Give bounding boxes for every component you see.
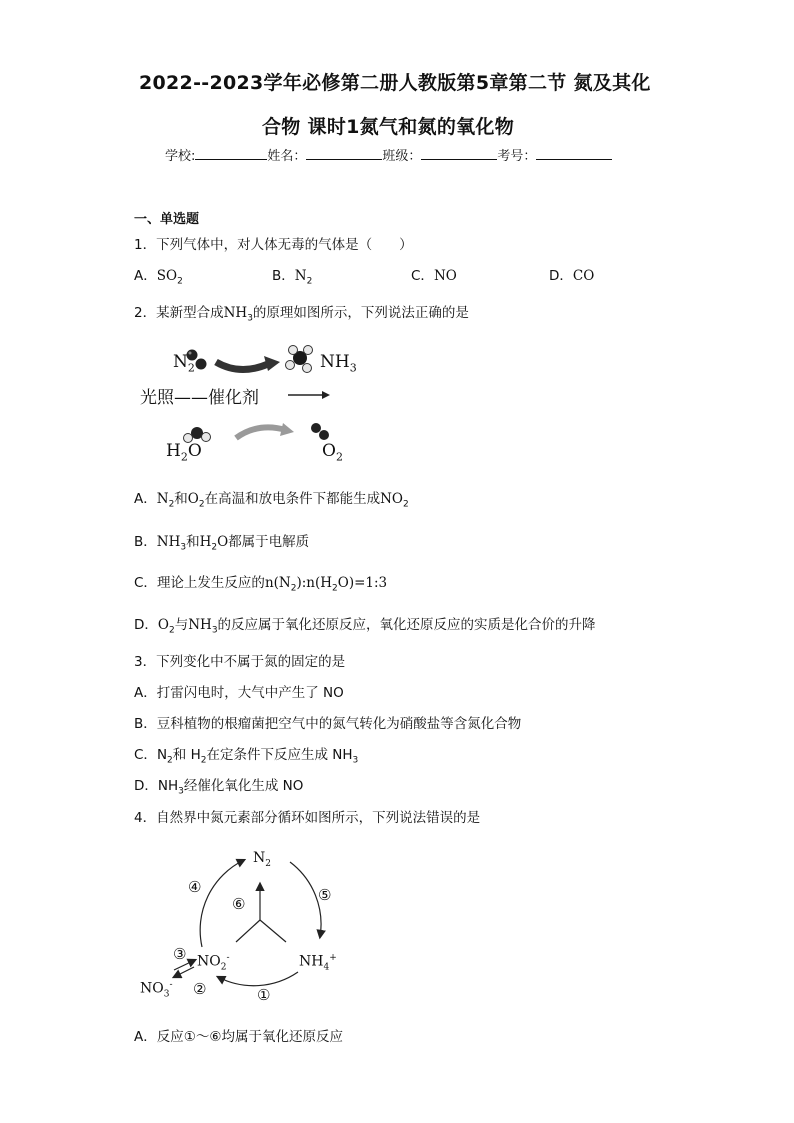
exam-no-field[interactable]	[536, 147, 612, 160]
o2-label: $O_2$	[322, 441, 343, 464]
q3-option-d[interactable]: D．$NH_3$经催化氧化生成 NO	[134, 778, 304, 797]
q2-option-d[interactable]: D．$O_2$与$NH_3$的反应属于氧化还原反应，氧化还原反应的实质是化合价的升降	[134, 617, 596, 636]
school-field[interactable]	[195, 147, 267, 160]
no3-node: $NO_3^-$	[140, 980, 173, 1000]
question-3-stem: 3．下列变化中不属于氮的固定的是	[134, 654, 346, 670]
q1-option-d[interactable]: D．CO	[549, 268, 595, 284]
process-arrow-icon	[322, 391, 330, 399]
no2-node: $NO_2^-$	[197, 953, 230, 973]
label-4: ④	[188, 878, 202, 896]
question-2-stem: 2．某新型合成$NH_3$的原理如图所示，下列说法正确的是	[134, 305, 469, 324]
nh4-node: $NH_4^+$	[299, 953, 337, 973]
bottom-arrow-icon	[236, 427, 286, 438]
label-5: ⑤	[318, 886, 332, 904]
n2-node: $N_2$	[253, 850, 271, 869]
q1-option-a[interactable]: A．$SO_2$	[134, 268, 183, 287]
o2-molecule-icon	[311, 423, 329, 440]
question-4-stem: 4．自然界中氮元素部分循环如图所示，下列说法错误的是	[134, 810, 481, 826]
name-field[interactable]	[306, 147, 382, 160]
name-label: 姓名：	[267, 149, 307, 164]
class-field[interactable]	[421, 147, 497, 160]
nh3-label: $NH_3$	[320, 352, 357, 375]
student-info-row	[165, 145, 612, 164]
q2-option-c[interactable]: C．理论上发生反应的$n(N_2):n(H_2O)=1:3$	[134, 575, 388, 594]
q2-option-a[interactable]: A．$N_2$和$O_2$在高温和放电条件下都能生成$NO_2$	[134, 491, 409, 510]
nh3-molecule-icon	[286, 346, 313, 373]
top-arrow-icon	[216, 362, 268, 370]
label-3: ③	[173, 945, 187, 963]
arrow-1-icon	[218, 972, 298, 986]
label-1: ①	[257, 986, 271, 1004]
q1-option-c[interactable]: C．NO	[411, 268, 457, 284]
q3-option-c[interactable]: C．$N_2$和 $H_2$在定条件下反应生成 $NH_3$	[134, 747, 359, 766]
label-2: ②	[193, 980, 207, 998]
h2o-label: $H_2O$	[166, 441, 202, 464]
question-1-stem: 1．下列气体中，对人体无毒的气体是（ ）	[134, 237, 413, 253]
q4-option-a[interactable]: A．反应①～⑥均属于氧化还原反应	[134, 1029, 343, 1045]
q3-option-a[interactable]: A．打雷闪电时，大气中产生了 NO	[134, 685, 344, 701]
school-label: 学校:	[165, 149, 196, 164]
q2-option-b[interactable]: B．$NH_3$和$H_2O$都属于电解质	[134, 534, 310, 553]
n2-label: $N_2$	[173, 352, 195, 375]
q3-option-b[interactable]: B．豆科植物的根瘤菌把空气中的氮气转化为硝酸盐等含氮化合物	[134, 716, 522, 732]
arrow-5-icon	[290, 862, 321, 937]
page-subtitle: 合物 课时1氮气和氮的氧化物	[262, 116, 515, 138]
q1-option-b[interactable]: B．$N_2$	[272, 268, 313, 287]
class-label: 班级：	[382, 149, 422, 164]
process-label: 光照——催化剂	[140, 383, 259, 408]
section-heading: 一、单选题	[134, 212, 200, 227]
label-6: ⑥	[232, 895, 246, 913]
exam-no-label: 考号：	[497, 149, 537, 164]
page-title: 2022--2023学年必修第二册人教版第5章第二节 氮及其化	[139, 72, 651, 94]
